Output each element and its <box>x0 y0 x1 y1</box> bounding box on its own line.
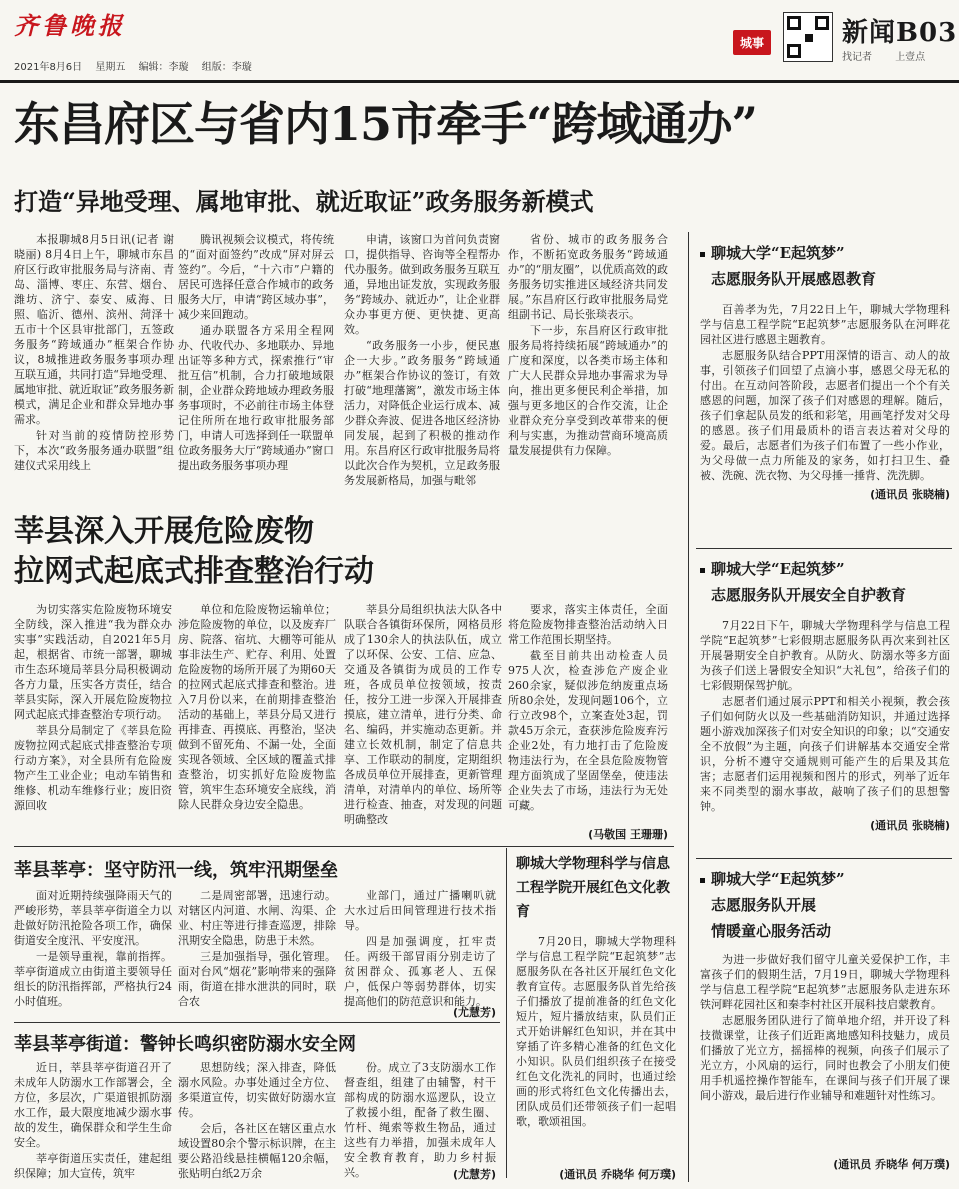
sidebar-story-2 <box>700 556 950 833</box>
sidebar-body <box>700 618 950 813</box>
sidebar-title-line: 聊城大学“E起筑梦” <box>711 560 845 578</box>
sidebar-title <box>700 240 950 292</box>
sidebar-paragraph: 百善孝为先，7月22日上午，聊城大学物理科学与信息工程学院“E起筑梦”志愿服务队在河畔花园社区进行感恩主题教育。 <box>700 303 950 346</box>
fourth-paragraph: 份。成立了3支防溺水工作督查组，组建了由辅警，村干部构成的防溺水巡逻队，设立了救援小组，配备了救生圈、竹杆、绳索等救生物品，通过这些有力举措，加强未成年人安全教育教育，助力乡村振兴。 <box>344 1061 496 1179</box>
sidebar-title <box>700 556 950 608</box>
sidebar-title-line: 聊城大学“E起筑梦” <box>711 244 845 262</box>
sidebar-paragraph: 7月22日下午，聊城大学物理科学与信息工程学院“E起筑梦”七彩假期志愿服务队再次来到社区开展暑期安全自护教育。从防火、防溺水等多方面为孩子们送上暑假安全知识“大礼包”，给孩子们的七彩假期保驾护航。 <box>700 619 950 692</box>
second-column-2 <box>178 602 336 842</box>
issue-date: 2021年8月6日 <box>14 62 83 73</box>
lead-column-1 <box>14 232 174 512</box>
section-rule <box>14 846 674 847</box>
third-paragraph: 一是领导重视，靠前指挥。莘亭街道成立由街道主要领导任组长的防汛指挥部，严格执行24小时值班。 <box>14 950 172 1008</box>
sidebar-body <box>700 952 950 1152</box>
second-column-1 <box>14 602 172 842</box>
second-paragraph: 莘县分局制定了《莘县危险废物拉网式起底式排查整治专项行动方案》，对全县所有危险废物产生工业企业；电动车销售和维修、机动车维修行业；废旧资源回收 <box>14 724 172 812</box>
issue-layout: 组版：李璇 <box>201 62 252 73</box>
sidebar-byline: (通讯员 张晓楠) <box>870 488 950 501</box>
sidebar-story-1 <box>700 240 950 502</box>
fourth-paragraph: 会后，各社区在辖区重点水域设置80余个警示标识牌，在主要公路沿线悬挂横幅120余幅，张贴明白纸2万余 <box>178 1122 336 1180</box>
middle-paragraph: 7月20日，聊城大学物理科学与信息工程学院“E起筑梦”志愿服务队在各社区开展红色文化教育宣传。志愿服务队首先给孩子们播放了提前准备的红色文化短片，短片播放结束，队员们正式开始讲解红色知识，并在其中穿插了许多精心准备的红色文化小知识。队员们组织孩子在接受红色文化洗礼的同时，也通过绘画的形式将红色文化传播出去，团队成员们还带领孩子们一起唱歌，歌颂祖国。 <box>516 935 676 1128</box>
lead-paragraph: 针对当前的疫情防控形势下，本次“政务服务通办联盟”组建仪式采用线上 <box>14 429 174 472</box>
sidebar-paragraph: 志愿服务队结合PPT用深情的语言、动人的故事，引领孩子们回望了点滴小事，感恩父母无私的付出。在互动问答阶段，志愿者们提出一个个有关感恩的问题，加深了孩子们对感恩的理解。随后，孩子们拿起队员发的纸和彩笔，用画笔抒发对父母的感恩。孩子们用最质朴的语言表达着对父母的爱。最后，志愿者们为孩子们布置了一些小作业，为父母做一点力所能及的家务，如打扫卫生、叠被、洗碗、洗衣物、为父母捶一捶背、洗洗脚。 <box>700 349 950 482</box>
second-paragraph: 单位和危险废物运输单位；涉危险废物的单位，以及废弃厂房、院落、宿坑、大棚等可能从事非法生产、贮存、利用、处置危险废物的场所开展了为期60天的拉网式起底式排查和整治。进入7月份以来，在前期排查整治活动的基础上，莘县分局又进行再排查、再摸底、再整治，坚决做到不留死角、不漏一处，全面实现各领域、全区域的覆盖式排查整治，切实抓好危险废物监管，筑牢生态环境安全底线，消除人民群众身边安全隐患。 <box>178 603 336 811</box>
lead-subhead: 打造“异地受理、属地审批、就近取证”政务服务新模式 <box>14 187 594 216</box>
middle-byline: (通讯员 乔晓华 何万璞) <box>559 1168 676 1181</box>
sidebar-title-line: 聊城大学“E起筑梦” <box>711 870 845 888</box>
second-headline-line-1: 莘县深入开展危险废物 <box>14 514 314 549</box>
sidebar-title <box>700 866 950 944</box>
fourth-column-2 <box>178 1060 336 1180</box>
lead-paragraph: 下一步，东昌府区行政审批服务局将持续拓展“跨域通办”的广度和深度，以各类市场主体和广大人民群众异地办事需求为导向，推出更多便民利企举措，加强与更多地区的合作交流，让企业群众充分享受到改革带来的便利与实惠，为推动营商环境高质量发展提供有力保障。 <box>508 324 668 457</box>
lead-column-4 <box>508 232 668 512</box>
third-paragraph: 面对近期持续强降雨天气的严峻形势，莘县莘亭街道全力以赴做好防汛抢险各项工作，确保街道安全度汛、平安度汛。 <box>14 889 172 947</box>
bullet-icon <box>700 878 705 883</box>
third-paragraph: 业部门，通过广播喇叭就大水过后田间管理进行技术指导。 <box>344 889 496 932</box>
fourth-byline: (尤慧芳) <box>452 1168 496 1181</box>
sidebar-title-line: 志愿服务队开展感恩教育 <box>711 270 877 288</box>
lead-paragraph: 申请，该窗口为首问负责窗口，提供指导、咨询等全程帮办代办服务。做到政务服务互联互通，异地出证发放，实现政务服务“跨域办、就近办”，让企业群众办事更方便、更快捷、更高效。 <box>344 233 500 336</box>
section-tag: 城事 <box>733 30 771 55</box>
second-paragraph: 为切实落实危险废物环境安全防线，深入推进“我为群众办实事”实践活动，自2021年5月起，根据省、市统一部署，聊城市生态环境局莘县分局积极调动各方力量，压实各方责任，结合莘县实际，深入开展危险废物拉网式起底式排查整治专项行动。 <box>14 603 172 721</box>
second-headline-line-2: 拉网式起底式排查整治行动 <box>14 554 374 589</box>
third-headline: 莘县莘亭：坚守防汛一线，筑牢汛期堡垒 <box>14 860 338 881</box>
sidebar-byline: (通讯员 张晓楠) <box>870 819 950 832</box>
fourth-paragraph: 莘亭街道压实责任，建起组织保障；加大宣传，筑牢 <box>14 1152 172 1180</box>
fourth-headline: 莘县莘亭街道：警钟长鸣织密防溺水安全网 <box>14 1034 356 1055</box>
second-column-4 <box>508 602 668 824</box>
sidebar-rule <box>696 858 952 859</box>
lead-paragraph: 通办联盟各方采用全程网办、代收代办、多地联办、异地出证等多种方式，探索推行“审批互信”机制，合力打破地域限制，企业群众跨地域办理政务服务事项时，不必前往市场主体登记住所所在地行政审批服务部门，申请人可选择到任一联盟单位政务服务大厅“跨域通办”窗口提出政务服务事项办理 <box>178 324 334 472</box>
column-divider <box>506 848 507 1178</box>
sidebar-divider <box>688 232 689 1182</box>
second-paragraph: 要求，落实主体责任，全面将危险废物排查整治活动纳入日常工作范围长期坚持。 <box>508 603 668 646</box>
bullet-icon <box>700 568 705 573</box>
sidebar-paragraph: 为进一步做好我们留守儿童关爱保护工作，丰富孩子们的假期生活，7月19日，聊城大学物理科学与信息工程学院“E起筑梦”志愿服务队走进东环铁河畔花园社区和秦李村社区开展科技启蒙教育。 <box>700 953 950 1011</box>
sidebar-paragraph: 志愿服务团队进行了简单地介绍，并开设了科技微课堂，让孩子们近距离地感知科技魅力，成员们播放了光立方，摇摇棒的视频，向孩子们展示了光立方，小风扇的运行，同时也教会了小朋友们使用手机遥控操作智能车，在课间与孩子们开展了课间小游戏，最后进行作业辅导和难题针对性练习。 <box>700 1014 950 1102</box>
sidebar-byline: (通讯员 乔晓华 何万璞) <box>833 1158 950 1171</box>
issue-info <box>14 58 262 73</box>
third-column-3 <box>344 888 496 1008</box>
sidebar-title-line: 志愿服务队开展 <box>711 896 817 914</box>
bullet-icon <box>700 252 705 257</box>
sidebar-title-line: 志愿服务队开展安全自护教育 <box>711 586 907 604</box>
qr-code-icon[interactable] <box>783 12 833 62</box>
middle-headline: 聊城大学物理科学与信息工程学院开展红色文化教育 <box>516 856 670 920</box>
lead-paragraph: 省份、城市的政务服务合作，不断拓宽政务服务“跨域通办”的“朋友圈”，以优质高效的政务服务切实推进区域经济共同发展。”东昌府区行政审批服务局党组副书记、局长张琰表示。 <box>508 233 668 321</box>
page-slogan <box>842 48 945 63</box>
third-paragraph: 四是加强调度，扛牢责任。两级干部冒雨分别走访了贫困群众、孤寡老人、五保户，低保户等弱势群体，切实提高他们的防范意识和能力。 <box>344 935 496 1008</box>
middle-column <box>516 934 676 1166</box>
second-paragraph: 截至目前共出动检查人员975人次，检查涉危产废企业260余家，疑似涉危纳废重点场所80余处，发现问题106个，立行立改98个，立案查处3起，罚款45万余元，查获涉危险废弃污企业2处，有力地打击了危险废物违法行为，在全县危险废物管理方面筑成了坚固堡垒，使违法企业失去了市场，违法行为无处可藏。 <box>508 649 668 812</box>
header-rule <box>0 80 959 83</box>
second-paragraph: 莘县分局组织执法大队各中队联合各镇街环保所，网格员形成了130余人的执法队伍，成立了以环保、公安、工信、应急、交通及各镇街为成员的工作专班，各成员单位按领域，按责任，按分工进一步深入开展排查摸底，建立清单，进行分类、命名、编码，并实施动态更新。并建立长效机制，制定了信息共享、工作联动的制度，定期组织各成员单位开展排查，更新管理清单，对清单内的单位、场所等进行检查、抽查，对发现的问题明确整改 <box>344 603 502 826</box>
third-column-1 <box>14 888 172 1018</box>
third-paragraph: 二是周密部署，迅速行动。对辖区内河道、水闸、沟渠、企业、村庄等进行排查巡逻，排除汛期安全隐患，防患于未然。 <box>178 889 336 947</box>
issue-weekday: 星期五 <box>95 62 126 73</box>
sidebar-body <box>700 302 950 482</box>
lead-paragraph: “政务服务一小步，便民惠企一大步。”政务服务“跨域通办”框架合作协议的签订，有效打破“地理藩篱”，激发市场主体活力，对降低企业运行成本、减少群众奔波、促进各地区经济协同发展，起到了积极的推动作用。东昌府区行政审批服务局将以此次合作为契机，立足政务服务发展新格局，加强与毗邻 <box>344 339 500 487</box>
lead-column-2 <box>178 232 334 512</box>
lead-paragraph: 本报聊城8月5日讯(记者 谢晓丽) 8月4日上午，聊城市东昌府区行政审批服务局与济南、青岛、淄博、枣庄、东营、烟台、潍坊、济宁、泰安、威海、日照、临沂、德州、滨州、菏泽十五市十个区县审批部门，五签政务服务“跨域通办”框架合作协议，8城推进政务服务事项办理互联互通，共同打造“异地受理、属地审批、就近取证”政务服务新模式，满足企业和群众异地办事需求。 <box>14 233 174 426</box>
paper-masthead: 齐鲁晚报 <box>14 11 126 40</box>
section-rule <box>14 1022 500 1023</box>
lead-paragraph: 腾讯视频会议模式，将传统的“面对面签约”改成“屏对屏云签约”。今后，“十六市”户籍的居民可选择任意合作城市的政务服务大厅，申请“跨区域办事”，减少来回跑动。 <box>178 233 334 321</box>
fourth-paragraph: 近日，莘县莘亭街道召开了未成年人防溺水工作部署会，全方位，多层次，广渠道银抓防溺水工作，最大限度地减少溺水事故的发生，确保群众和学生生命安全。 <box>14 1061 172 1149</box>
lead-column-3 <box>344 232 500 512</box>
sidebar-story-3 <box>700 866 950 1172</box>
third-column-2 <box>178 888 336 1018</box>
fourth-paragraph: 思想防线；深入排查，降低溺水风险。办事处通过全方位、多渠道宣传，切实做好防溺水宣传。 <box>178 1061 336 1119</box>
slogan-right: 上壹点 <box>895 52 926 63</box>
third-paragraph: 三是加强指导，强化管理。面对台风“烟花”影响带来的强降雨，街道在排水泄洪的同时，联合农 <box>178 950 336 1008</box>
second-column-3 <box>344 602 502 842</box>
second-byline: (马敬国 王珊珊) <box>588 828 668 841</box>
lead-headline: 东昌府区与省内15市牵手“跨域通办” <box>14 97 757 151</box>
slogan-left: 找记者 <box>842 52 872 63</box>
page-label: 新闻B03 <box>842 18 958 48</box>
sidebar-paragraph: 志愿者们通过展示PPT和相关小视频，教会孩子们如何防火以及一些基础消防知识，并通过选择题小游戏加深孩子们对安全知识的印象；以“交通安全不放假”为主题，向孩子们讲解基本交通安全常识，分析不遵守交通规则可能产生的后果及其危害；志愿者们运用视频和图片的形式，列举了近年来不同类型的溺水事故，敲响了孩子们的思想警钟。 <box>700 695 950 813</box>
sidebar-rule <box>696 548 952 549</box>
sidebar-title-line: 情暖童心服务活动 <box>711 922 832 940</box>
third-byline: (尤慧芳) <box>452 1006 496 1019</box>
fourth-column-1 <box>14 1060 172 1180</box>
issue-editor: 编辑：李璇 <box>138 62 189 73</box>
